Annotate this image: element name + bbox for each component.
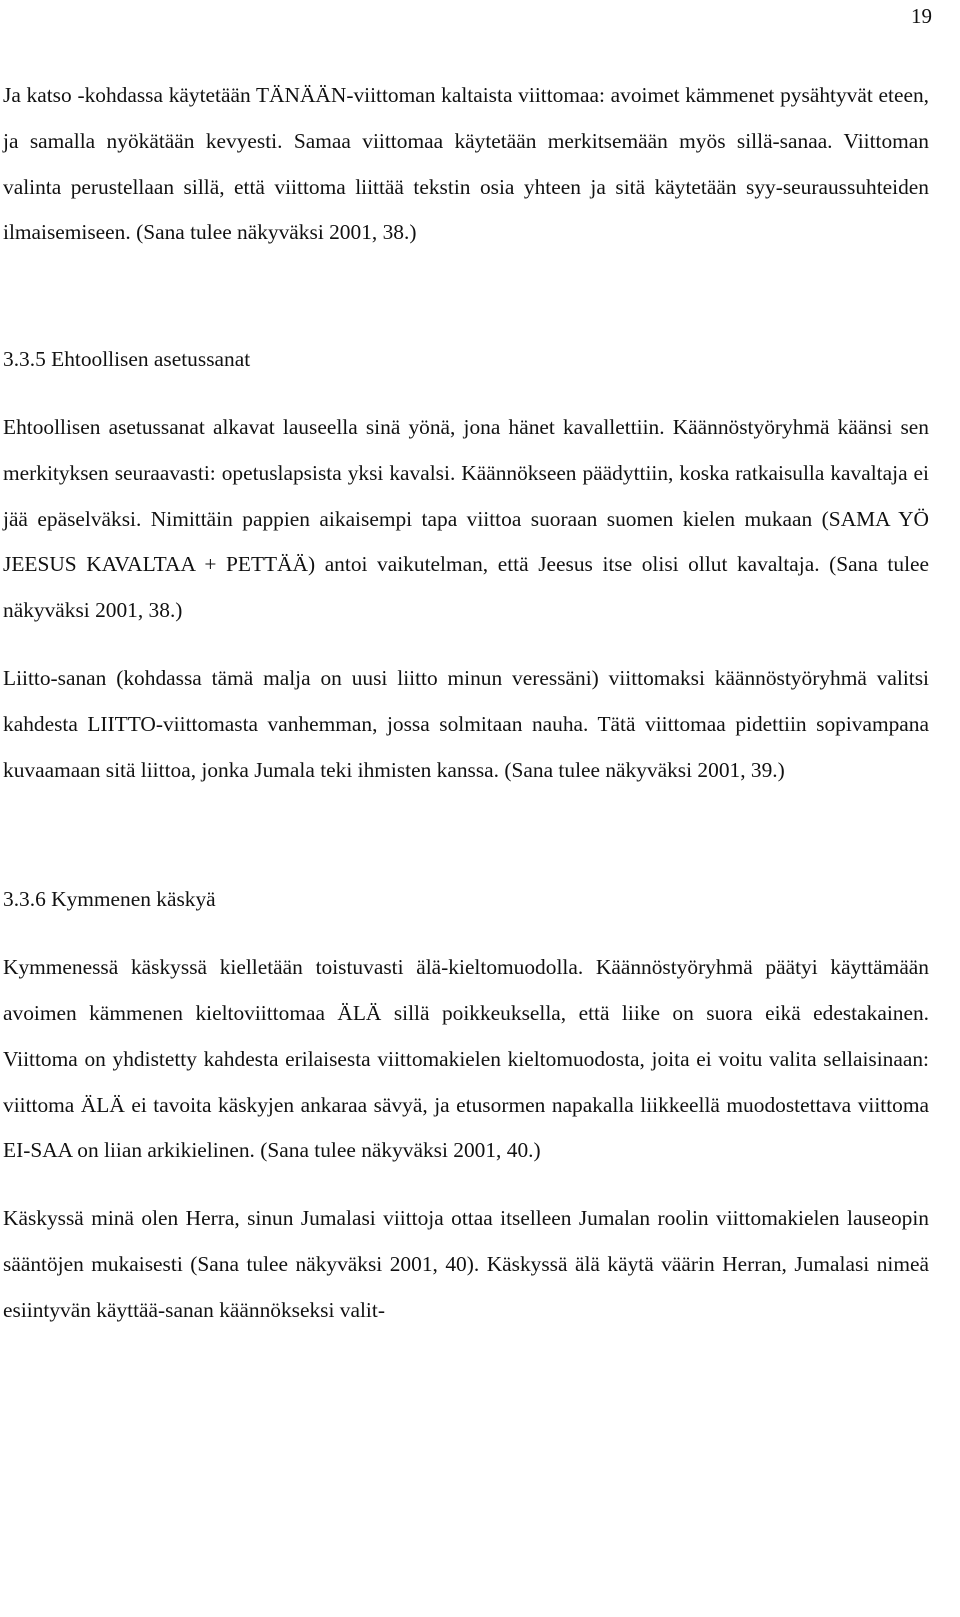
section-heading-3-3-6: 3.3.6 Kymmenen käskyä bbox=[3, 887, 216, 912]
page-number: 19 bbox=[911, 4, 932, 28]
paragraph-kymmenessa-kaskyssa: Kymmenessä käskyssä kielletään toistuvasti älä-kieltomuodolla. Käännöstyöryhmä päätyi käyttämään avoimen kämmenen kieltoviittomaa ÄLÄ sillä poikkeuksella, että liike on suora eikä edestakainen. Viittoma on yhdistetty kahdesta erilaisesta viittomakielen kieltomuodosta, joita ei voitu valita sellaisinaan: viittoma ÄLÄ ei tavoita käskyjen ankaraa sävyä, ja etusormen napakalla liikkeellä muodostettava viittoma EI-SAA on liian arkikielinen. (Sana tulee näkyväksi 2001, 40.) bbox=[3, 955, 929, 1163]
paragraph-ja-katso: Ja katso -kohdassa käytetään TÄNÄÄN-viittoman kaltaista viittomaa: avoimet kämmenet pysähtyvät eteen, ja samalla nyökätään kevyesti. Samaa viittomaa käytetään merkitsemään myös sillä-sanaa. Viittoman valinta perustellaan sillä, että viittoma liittää tekstin osia yhteen ja sitä käytetään syy-seuraussuhteiden ilmaisemiseen. (Sana tulee näkyväksi 2001, 38.) bbox=[3, 83, 929, 245]
document-body bbox=[3, 73, 929, 1334]
paragraph-liitto-sanan: Liitto-sanan (kohdassa tämä malja on uusi liitto minun veressäni) viittomaksi käännöstyöryhmä valitsi kahdesta LIITTO-viittomasta vanhemman, jossa solmitaan nauha. Tätä viittomaa pidettiin sopivampana kuvaamaan sitä liittoa, jonka Jumala teki ihmisten kanssa. (Sana tulee näkyväksi 2001, 39.) bbox=[3, 665, 929, 782]
paragraph-kaskyssa-mina-olen: Käskyssä minä olen Herra, sinun Jumalasi viittoja ottaa itselleen Jumalan roolin viittomakielen lauseopin sääntöjen mukaisesti (Sana tulee näkyväksi 2001, 40). Käskyssä älä käytä väärin Herran, Jumalasi nimeä esiintyvän käyttää-sanan käännökseksi valit- bbox=[3, 1206, 929, 1322]
paragraph-ehtoollisen-asetussanat: Ehtoollisen asetussanat alkavat lauseella sinä yönä, jona hänet kavallettiin. Käännöstyöryhmä käänsi sen merkityksen seuraavasti: opetuslapsista yksi kavalsi. Käännökseen päädyttiin, koska ratkaisulla kavaltaja ei jää epäselväksi. Nimittäin pappien aikaisempi tapa viittoa suoraan suomen kielen mukaan (SAMA YÖ JEESUS KAVALTAA + PETTÄÄ) antoi vaikutelman, että Jeesus itse olisi ollut kavaltaja. (Sana tulee näkyväksi 2001, 38.) bbox=[3, 414, 929, 623]
section-heading-3-3-5: 3.3.5 Ehtoollisen asetussanat bbox=[3, 347, 251, 372]
